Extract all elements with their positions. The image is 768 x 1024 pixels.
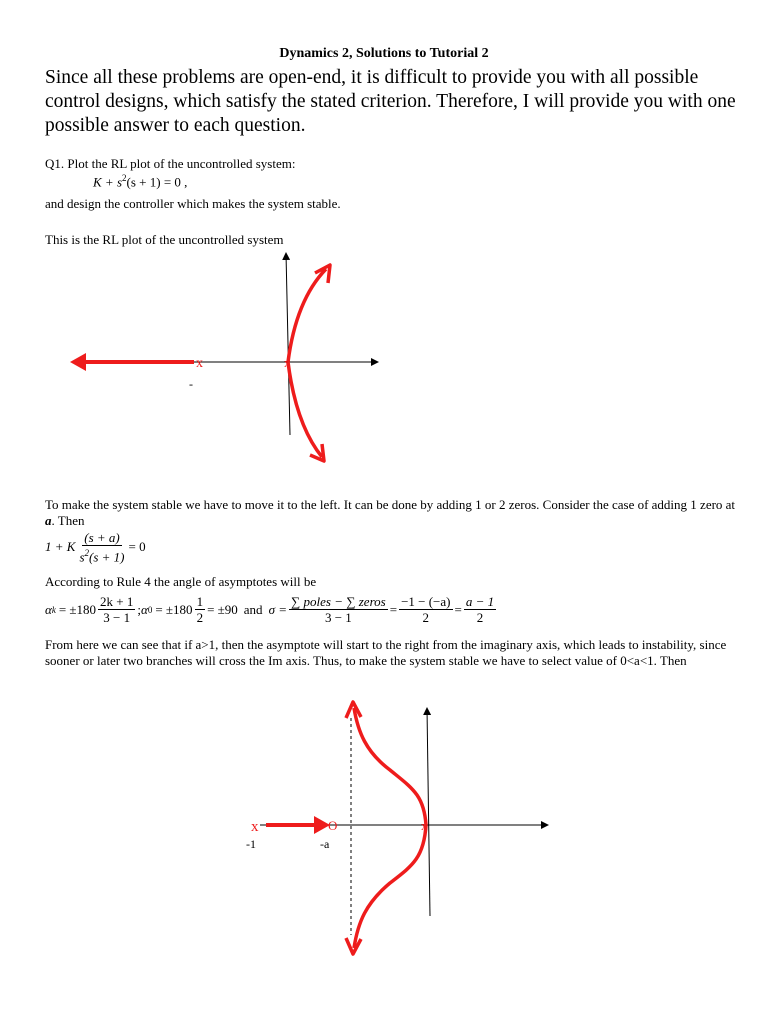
branch-lower xyxy=(288,362,322,457)
eq2-numerator: (s + a) xyxy=(84,530,120,545)
imaginary-axis xyxy=(427,708,430,916)
eq3-sigma: σ = xyxy=(268,601,287,617)
eq2-den-rest: (s + 1) xyxy=(89,549,125,565)
eq3-den3: 3 − 1 xyxy=(324,610,352,625)
stability-paragraph: From here we can see that if a>1, then the asymptote will start to the right from the imaginary axis, which leads to instability, since sooner or later two branches will cross the Im axis. Thus, to make the system stable we have to select value of 0<a<1. Then xyxy=(45,637,727,668)
eq3-pm2: = ±180 xyxy=(155,601,193,617)
zero-paragraph-end: . Then xyxy=(51,513,85,528)
eq3-frac5 xyxy=(464,594,496,625)
eq3-result: = ±90 xyxy=(207,601,238,617)
q1-equation xyxy=(93,173,187,190)
alpha-0: α xyxy=(141,601,148,617)
q1-prompt: Q1. Plot the RL plot of the uncontrolled system: xyxy=(45,156,296,171)
branch-left-arrowhead xyxy=(70,353,86,371)
rl-caption: This is the RL plot of the uncontrolled system xyxy=(45,232,284,247)
alpha-k: α xyxy=(45,601,52,617)
rl-plot-with-zero xyxy=(240,700,560,970)
zero-paragraph xyxy=(45,497,745,529)
branch-lower xyxy=(354,825,426,948)
q1-eq-exp: 2 xyxy=(122,173,127,183)
alpha-0-sub: 0 xyxy=(147,604,153,615)
q1-design-text: and design the controller which makes the system stable. xyxy=(45,196,341,211)
rl-plot-uncontrolled xyxy=(60,245,400,470)
branch-upper xyxy=(354,708,426,825)
eq3-den2: 2 xyxy=(196,610,204,625)
origin-marker: x xyxy=(284,355,291,370)
eq3-frac2 xyxy=(195,594,206,625)
eq3-num2: 1 xyxy=(196,594,204,609)
eq3-frac3 xyxy=(289,594,388,625)
eq3-frac1 xyxy=(98,594,135,625)
origin-marker: x xyxy=(421,818,428,833)
eq3-frac4 xyxy=(399,594,452,625)
rule4-text: According to Rule 4 the angle of asymptotes will be xyxy=(45,574,317,589)
branch-upper xyxy=(288,269,326,362)
page-title: Dynamics 2, Solutions to Tutorial 2 xyxy=(279,46,489,61)
eq3-num3: ∑ poles − ∑ zeros xyxy=(291,594,386,609)
eq2-den-s: s xyxy=(79,549,85,565)
zero-label: -a xyxy=(320,837,330,851)
eq3-semicolon: ; xyxy=(137,601,142,617)
pole-label: -1 xyxy=(246,837,256,851)
eq3-den1: 3 − 1 xyxy=(103,610,131,625)
intro-paragraph: Since all these problems are open-end, it is difficult to provide you with all possible control designs, which satisfy the stated criterion. Therefore, I will provide you with one possible answer to each question. xyxy=(45,67,736,136)
eq3-and: and xyxy=(243,601,263,617)
closed-loop-equation xyxy=(45,530,146,564)
eq3-num1: 2k + 1 xyxy=(100,594,134,609)
pole-marker: x xyxy=(196,356,203,371)
asymptote-equation: α k = ±180 $\frac{2k + 1}{3 - 1}$ ; α 0 = ±180 $\frac{1}{2}$ = ±90 and σ = $\frac{\text{∑ poles − ∑ zeros}}{3 - 1}$ = $\frac{-1 - (-a)}{2}$ = $\frac{a - 1}{2}$ xyxy=(45,594,495,625)
pole-dash-label: - xyxy=(189,377,193,391)
eq3-den4: 2 xyxy=(422,610,430,625)
q1-eq-lhs: K + s xyxy=(93,174,123,190)
zero-marker: O xyxy=(328,818,338,833)
pole-marker: x xyxy=(251,819,259,835)
eq2-fraction xyxy=(77,530,126,564)
eq3-pm1: = ±180 xyxy=(58,601,97,617)
q1-eq-rest: (s + 1) = 0 , xyxy=(126,174,188,190)
eq3-num5: a − 1 xyxy=(465,594,495,609)
alpha-k-sub: k xyxy=(51,604,56,615)
eq3-num4: −1 − (−a) xyxy=(401,594,451,609)
eq2-den-exp: 2 xyxy=(84,548,90,558)
eq3-den5: 2 xyxy=(476,610,484,625)
eq2-lhs: 1 + K xyxy=(45,539,76,555)
eq2-denominator xyxy=(77,546,126,564)
zero-paragraph-text: To make the system stable we have to move it to the left. It can be done by adding 1 or 2 zeros. Consider the case of adding 1 zero at xyxy=(45,497,736,512)
zero-var: a xyxy=(45,513,52,528)
eq2-rhs: = 0 xyxy=(128,539,146,555)
